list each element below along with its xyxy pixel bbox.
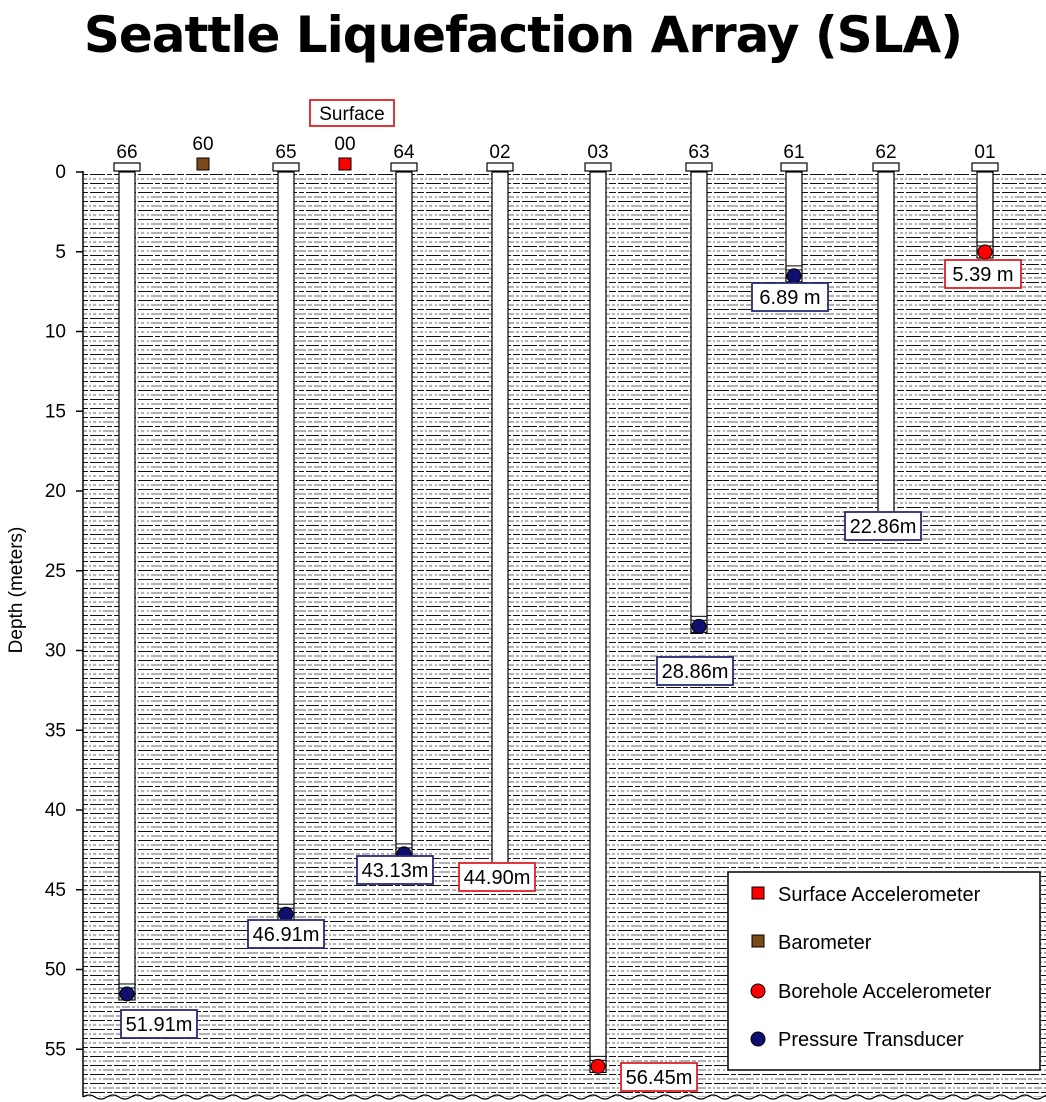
depth-label: 43.13m: [361, 860, 429, 882]
borehole-id: 61: [783, 142, 805, 163]
y-tick-label: 15: [44, 401, 66, 423]
y-tick-label: 50: [44, 959, 66, 981]
surface-sensor-id: 00: [334, 134, 356, 155]
borehole-accelerometer-marker: [591, 1059, 605, 1073]
surface-label: Surface: [319, 104, 385, 125]
borehole-id: 65: [275, 142, 297, 163]
depth-label: 5.39 m: [952, 264, 1014, 286]
y-tick-label: 55: [44, 1039, 66, 1061]
legend-pressure-transducer-swatch: [751, 1032, 765, 1046]
legend-label: Surface Accelerometer: [778, 884, 981, 906]
legend-surface-accelerometer-swatch: [752, 887, 764, 899]
legend-label: Pressure Transducer: [778, 1029, 964, 1051]
casing: [119, 172, 135, 1000]
casing: [396, 172, 412, 860]
depth-label: 56.45m: [625, 1067, 693, 1089]
diagram-title: Seattle Liquefaction Array (SLA): [83, 6, 963, 64]
borehole-accelerometer-marker: [978, 245, 992, 259]
well-cap: [273, 163, 299, 171]
y-tick-label: 5: [55, 241, 66, 263]
well-cap: [391, 163, 417, 171]
legend-borehole-accelerometer-swatch: [751, 984, 765, 998]
well-cap: [114, 163, 140, 171]
pressure-transducer-marker: [120, 987, 134, 1001]
casing: [691, 172, 707, 632]
pressure-transducer-marker: [692, 619, 706, 633]
depth-label: 6.89 m: [759, 287, 821, 309]
barometer-marker: [197, 158, 209, 170]
surface-label-box: [310, 100, 394, 126]
y-tick-label: 0: [55, 162, 66, 183]
borehole-id: 66: [116, 142, 138, 163]
borehole-id: 02: [489, 142, 511, 163]
y-tick-label: 30: [44, 640, 66, 662]
y-axis-ticks: [45, 162, 83, 1060]
casing: [590, 172, 606, 1072]
pressure-transducer-marker: [787, 269, 801, 283]
y-tick-label: 45: [44, 879, 66, 901]
y-axis-label: Depth (meters): [6, 526, 27, 654]
surface-accelerometer-marker: [339, 158, 351, 170]
depth-label: 28.86m: [661, 661, 729, 683]
well-cap: [873, 163, 899, 171]
legend-label: Barometer: [778, 932, 872, 954]
legend-barometer-swatch: [752, 935, 764, 947]
well-cap: [487, 163, 513, 171]
borehole-id: 63: [688, 142, 710, 163]
y-tick-label: 25: [44, 560, 66, 582]
borehole-id: 62: [875, 142, 897, 163]
casing: [278, 172, 294, 920]
y-tick-label: 35: [44, 720, 66, 742]
y-tick-label: 10: [44, 321, 66, 343]
legend-label: Borehole Accelerometer: [778, 981, 992, 1003]
y-tick-label: 20: [44, 481, 66, 502]
depth-label: 44.90m: [463, 867, 531, 889]
casing: [878, 172, 894, 537]
well-cap: [585, 163, 611, 171]
borehole-id: 01: [974, 142, 996, 163]
y-tick-label: 40: [44, 800, 66, 821]
borehole-id: 03: [587, 142, 609, 163]
well-cap: [972, 163, 998, 171]
surface-sensor-id: 60: [192, 134, 214, 155]
depth-label: 46.91m: [252, 924, 320, 946]
casing: [492, 172, 508, 888]
well-cap: [686, 163, 712, 171]
well-cap: [781, 163, 807, 171]
borehole-id: 64: [393, 142, 415, 163]
legend: [728, 872, 1040, 1070]
depth-label: 51.91m: [125, 1014, 193, 1036]
depth-label: 22.86m: [849, 516, 917, 538]
